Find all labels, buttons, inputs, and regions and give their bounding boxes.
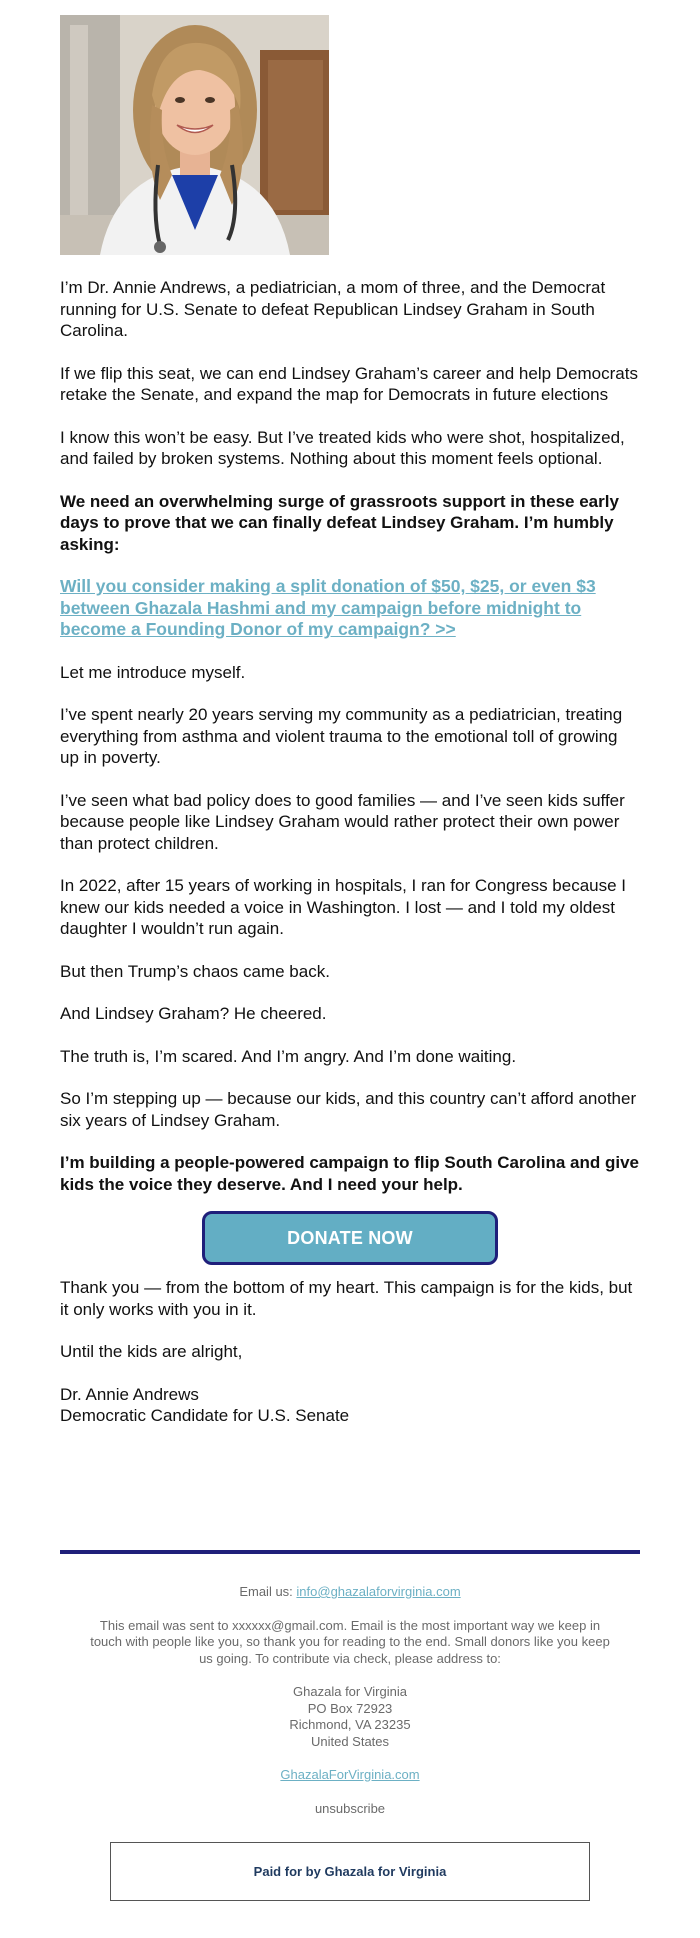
- unsubscribe-line: [60, 1801, 640, 1818]
- unsubscribe-link[interactable]: unsubscribe: [314, 1800, 386, 1816]
- website-link[interactable]: GhazalaForVirginia.com: [280, 1767, 420, 1782]
- address-line: Richmond, VA 23235: [289, 1717, 411, 1732]
- contact-email-link[interactable]: info@ghazalaforvirginia.com: [296, 1584, 461, 1599]
- flip-seat-paragraph: If we flip this seat, we can end Lindsey Graham’s career and help Democrats retake the Senate, and expand the map for Democrats in future elections: [60, 363, 638, 404]
- signature-name: Dr. Annie Andrews: [60, 1384, 199, 1404]
- introduce-paragraph: Let me introduce myself.: [60, 662, 246, 682]
- graham-cheered-paragraph: And Lindsey Graham? He cheered.: [60, 1004, 327, 1023]
- experience-paragraph: I’ve spent nearly 20 years serving my community as a pediatrician, treating everything from asthma and violent trauma to the emotional toll of growing up in poverty.: [60, 705, 623, 767]
- sign-off-paragraph: Until the kids are alright,: [60, 1342, 243, 1361]
- address-line: Ghazala for Virginia: [293, 1684, 407, 1699]
- split-donation-link[interactable]: Will you consider making a split donation of $50, $25, or even $3 between Ghazala Hashmi and my campaign before midnight to become a Founding Donor of my campaign? >>: [60, 576, 596, 639]
- thank-you-paragraph: Thank you — from the bottom of my heart. This campaign is for the kids, but it only works with you in it.: [60, 1278, 633, 1319]
- email-label: Email us:: [239, 1584, 293, 1599]
- not-easy-paragraph: I know this won’t be easy. But I’ve treated kids who were shot, hospitalized, and failed by broken systems. Nothing about this moment feels optional.: [60, 427, 625, 468]
- donate-button-wrap: [60, 1211, 640, 1265]
- paid-for-disclaimer: [110, 1842, 590, 1901]
- sent-notice: This email was sent to xxxxxx@gmail.com. Email is the most important way we keep in touch with people like you, so thank you for reading to the end. Small donors like you keep us going. To contribute via check, please address to:: [90, 1617, 610, 1666]
- message-body: [60, 277, 640, 1427]
- address-line: United States: [310, 1733, 390, 1749]
- signature-title: Democratic Candidate for U.S. Senate: [60, 1406, 350, 1425]
- bad-policy-paragraph: I’ve seen what bad policy does to good families — and I’ve seen kids suffer because people like Lindsey Graham would rather protect their own power than protect children.: [60, 790, 625, 853]
- donate-now-button[interactable]: DONATE NOW: [202, 1211, 498, 1265]
- stepping-up-paragraph: So I’m stepping up — because our kids, and this country can’t afford another six years of Lindsey Graham.: [60, 1089, 637, 1130]
- people-powered-paragraph: I’m building a people-powered campaign to flip South Carolina and give kids the voice they deserve. And I need your help.: [60, 1153, 639, 1194]
- paid-for-text: Paid for by Ghazala for Virginia: [253, 1864, 447, 1879]
- intro-paragraph: I’m Dr. Annie Andrews, a pediatrician, a mom of three, and the Democrat running for U.S. Senate to defeat Republican Lindsey Graham in South Carolina.: [60, 278, 606, 340]
- email-body: [60, 15, 640, 1427]
- address-line: PO Box 72923: [307, 1700, 393, 1716]
- candidate-photo: [60, 15, 329, 255]
- truth-paragraph: The truth is, I’m scared. And I’m angry. And I’m done waiting.: [60, 1046, 517, 1066]
- footer-divider: [60, 1550, 640, 1554]
- contact-line: [60, 1584, 640, 1601]
- ran-for-congress-paragraph: In 2022, after 15 years of working in hospitals, I ran for Congress because I knew our kids needed a voice in Washington. I lost — and I told my oldest daughter I wouldn’t run again.: [60, 876, 627, 938]
- mailing-address: [60, 1684, 640, 1750]
- trump-chaos-paragraph: But then Trump’s chaos came back.: [60, 961, 330, 981]
- website-line: [60, 1767, 640, 1784]
- email-footer: [60, 1584, 640, 1834]
- grassroots-ask-paragraph: We need an overwhelming surge of grassroots support in these early days to prove that we can finally defeat Lindsey Graham. I’m humbly asking:: [60, 491, 619, 554]
- donation-link-paragraph: [60, 576, 640, 641]
